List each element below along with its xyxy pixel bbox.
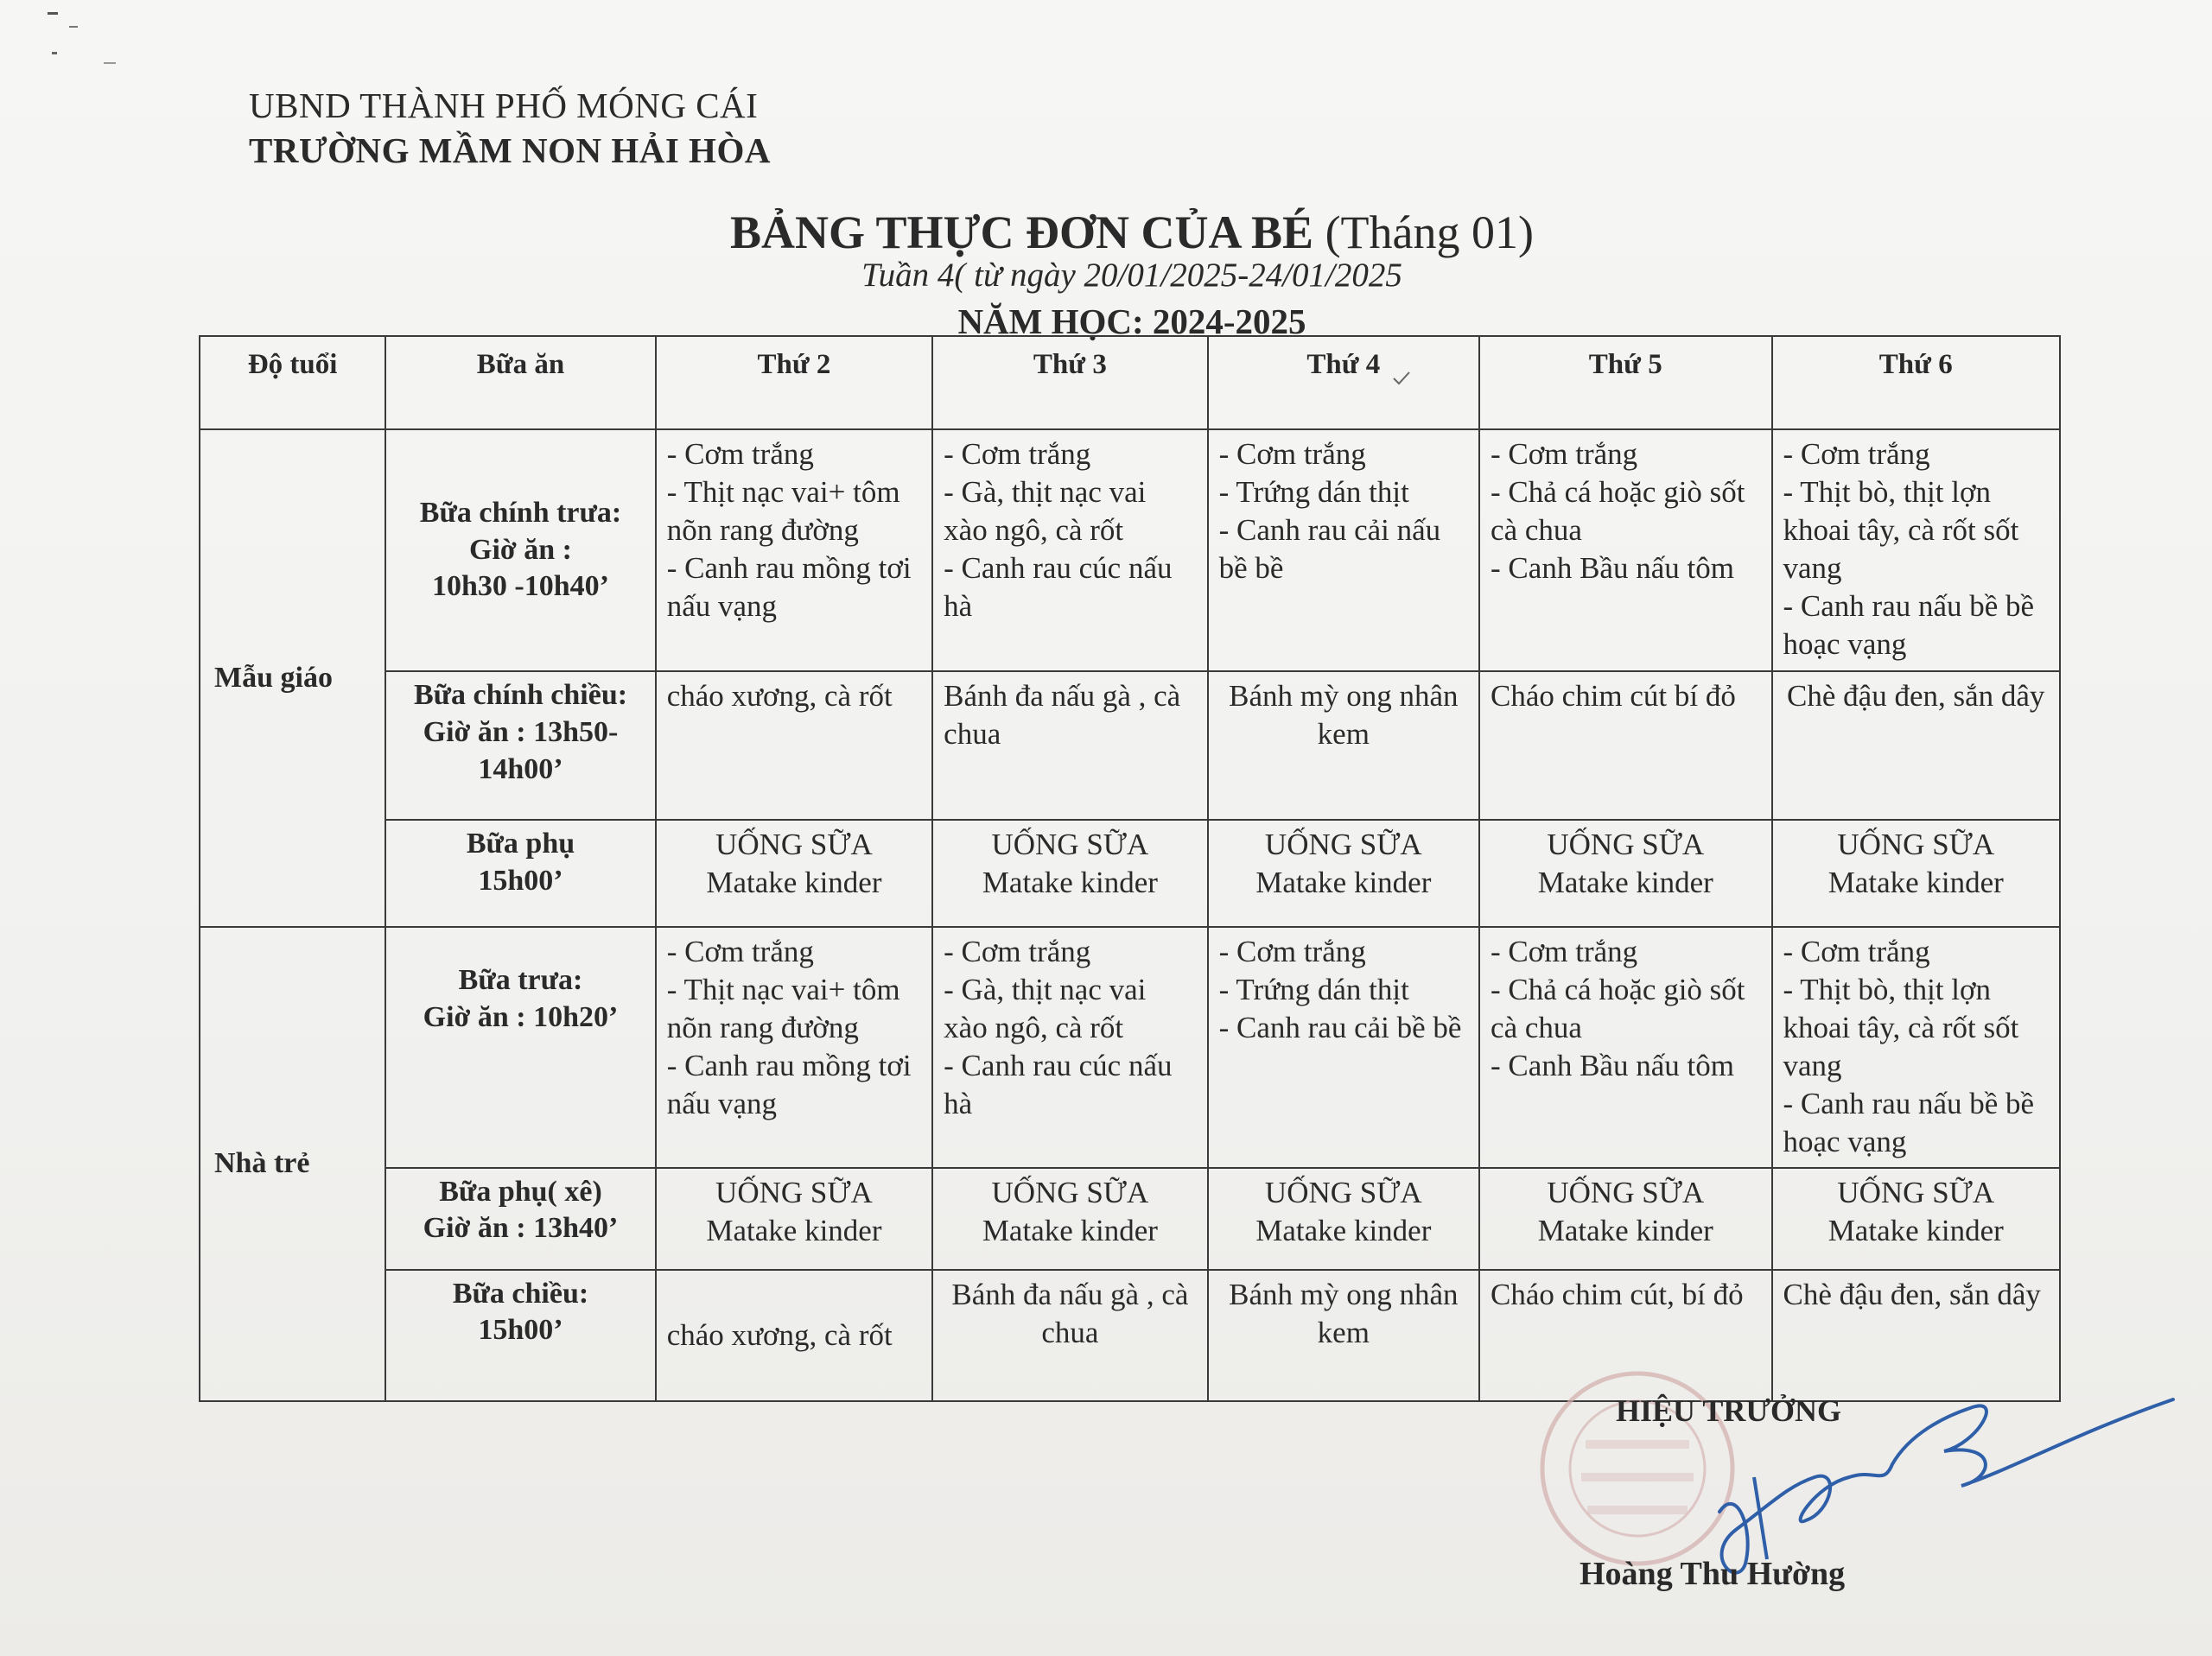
signer-title: HIỆU TRƯỞNG [1616,1393,1842,1428]
menu-item: - Thịt nạc vai+ tôm nõn rang đường [666,475,900,548]
menu-cell: Bánh mỳ ong nhân kem [1208,671,1479,820]
menu-item: - Cơm trắng [666,437,814,471]
menu-item: Matake kinder [1255,1213,1432,1247]
menu-item: - Cơm trắng [1218,437,1366,471]
menu-item: - Chả cá hoặc giò sốt cà chua [1491,475,1745,548]
org-line-district: UBND THÀNH PHỐ MÓNG CÁI [249,86,759,125]
menu-item: - Canh Bầu nấu tôm [1491,1049,1734,1083]
menu-cell: Bánh mỳ ong nhân kem [1208,1270,1479,1401]
table-row [200,927,2060,1168]
menu-item: UỐNG SỮA [715,1175,873,1209]
menu-item: - Chả cá hoặc giò sốt cà chua [1491,973,1745,1045]
menu-item: - Cơm trắng [1218,935,1366,968]
meal-line: Bữa chính chiều: [413,679,628,711]
menu-item: Matake kinder [1255,866,1432,900]
menu-item: UỐNG SỮA [1837,828,1995,861]
menu-cell [932,927,1207,1168]
menu-item: - Canh rau cúc nấu hà [944,1049,1173,1121]
header-mon: Thứ 2 [656,336,932,429]
header-thu: Thứ 5 [1479,336,1771,429]
menu-cell [1479,820,1771,927]
menu-cell [1208,1168,1479,1270]
header-wed: Thứ 4 [1208,336,1479,429]
menu-cell [1772,927,2061,1168]
menu-cell [656,927,932,1168]
menu-item: UỐNG SỮA [1264,828,1422,861]
table-row [200,1270,2060,1401]
menu-table [199,335,2061,1402]
meal-line: 15h00’ [478,1314,563,1347]
meal-line: Bữa chiều: [452,1277,589,1310]
meal-name [385,927,655,1168]
menu-cell [1772,820,2061,927]
meal-line: Giờ ăn : 10h20’ [423,1000,619,1033]
header-fri: Thứ 6 [1772,336,2061,429]
menu-cell: Chè đậu đen, sắn dây [1772,671,2061,820]
menu-cell: Cháo chim cút bí đỏ [1479,671,1771,820]
menu-cell [1208,927,1479,1168]
title-main: BẢNG THỰC ĐƠN CỦA BÉ [729,206,1314,258]
menu-item: UỐNG SỮA [1547,1175,1705,1209]
menu-item: UỐNG SỮA [991,828,1149,861]
menu-item: UỐNG SỮA [991,1175,1149,1209]
meal-line: Bữa trưa: [458,964,583,996]
menu-item: UỐNG SỮA [1547,828,1705,861]
menu-item: - Trứng dán thịt [1218,973,1409,1007]
header-age: Độ tuổi [200,336,385,429]
menu-cell [656,820,932,927]
menu-cell [1479,927,1771,1168]
menu-item: - Cơm trắng [1783,437,1930,471]
menu-cell [656,1168,932,1270]
meal-line: Giờ ăn : 13h40’ [423,1212,619,1245]
menu-cell [932,429,1207,671]
meal-name [385,1168,655,1270]
menu-item: Matake kinder [1827,866,2004,900]
table-row [200,1168,2060,1270]
menu-item: - Thịt nạc vai+ tôm nõn rang đường [666,973,900,1045]
menu-item: - Canh rau nấu bề bề hoạc vạng [1783,1087,2035,1159]
header-meal: Bữa ăn [385,336,655,429]
menu-item: UỐNG SỮA [715,828,873,861]
menu-item: - Cơm trắng [666,935,814,968]
table-row [200,671,2060,820]
meal-line: Giờ ăn : 13h50- [423,715,619,748]
menu-cell [1208,429,1479,671]
menu-item: - Cơm trắng [1491,935,1638,968]
meal-line: Giờ ăn : [469,533,572,566]
meal-line: 14h00’ [478,752,563,785]
menu-item: - Canh rau nấu bề bề hoạc vạng [1783,589,2035,662]
menu-item: - Gà, thịt nạc vai xào ngô, cà rốt [944,475,1147,548]
menu-item: - Thịt bò, thịt lợn khoai tây, cà rốt sốt vang [1783,973,2019,1083]
age-group-nha-tre: Nhà trẻ [200,927,385,1401]
menu-item: - Canh Bầu nấu tôm [1491,551,1734,586]
menu-cell: cháo xương, cà rốt [656,671,932,820]
menu-item: Matake kinder [1537,866,1713,900]
meal-line: Bữa chính trưa: [419,496,622,529]
week-range: Tuần 4( từ ngày 20/01/2025-24/01/2025 [861,257,1402,294]
menu-cell [1772,1168,2061,1270]
menu-cell: cháo xương, cà rốt [656,1270,932,1401]
menu-item: UỐNG SỮA [1837,1175,1995,1209]
menu-item: Matake kinder [982,866,1158,900]
meal-name [385,429,655,671]
menu-item: - Cơm trắng [1783,935,1930,968]
menu-cell: Cháo chim cút, bí đỏ [1479,1270,1771,1401]
meal-line: Bữa phụ [466,828,575,860]
menu-cell: Bánh đa nấu gà , cà chua [932,1270,1207,1401]
meal-name [385,671,655,820]
school-year: NĂM HỌC: 2024-2025 [957,301,1306,341]
title-month: (Tháng 01) [1313,206,1534,258]
age-group-mau-giao: Mẫu giáo [200,429,385,927]
signer-name: Hoàng Thu Hường [1580,1556,1846,1592]
menu-item: - Trứng dán thịt [1218,475,1409,510]
org-line-school: TRƯỜNG MẦM NON HẢI HÒA [249,130,771,170]
meal-line: Bữa phụ( xê) [439,1175,602,1208]
menu-item: Matake kinder [706,866,882,900]
meal-line: 15h00’ [478,864,563,897]
menu-item: Matake kinder [1827,1213,2004,1247]
menu-cell [1208,820,1479,927]
meal-name [385,1270,655,1401]
check-mark-icon [1391,370,1412,387]
menu-item: - Gà, thịt nạc vai xào ngô, cà rốt [944,973,1147,1045]
menu-item: - Canh rau cúc nấu hà [944,551,1173,624]
table-row [200,429,2060,671]
menu-item: - Canh rau cải nấu bề bề [1218,513,1441,586]
menu-item: - Thịt bò, thịt lợn khoai tây, cà rốt sốt vang [1783,475,2019,586]
menu-cell: Chè đậu đen, sắn dây [1772,1270,2061,1401]
menu-cell [1479,1168,1771,1270]
scan-specks [43,10,130,79]
menu-item: - Cơm trắng [944,935,1091,968]
header-tue: Thứ 3 [932,336,1207,429]
menu-cell [932,820,1207,927]
menu-item: - Cơm trắng [1491,437,1638,471]
menu-cell [1772,429,2061,671]
menu-item: - Cơm trắng [944,437,1091,471]
menu-cell [932,1168,1207,1270]
meal-line: 10h30 -10h40’ [432,570,609,603]
menu-cell [656,429,932,671]
menu-item: UỐNG SỮA [1264,1175,1422,1209]
table-row [200,820,2060,927]
menu-item: - Canh rau mồng tơi nấu vạng [666,1049,912,1121]
menu-item: Matake kinder [706,1213,882,1247]
menu-cell [1479,429,1771,671]
meal-name [385,820,655,927]
menu-cell: Bánh đa nấu gà , cà chua [932,671,1207,820]
menu-item: - Canh rau mồng tơi nấu vạng [666,551,912,624]
menu-item: - Canh rau cải bề bề [1218,1011,1462,1045]
table-header-row [200,336,2060,429]
menu-item: Matake kinder [1537,1213,1713,1247]
menu-item: Matake kinder [982,1213,1158,1247]
page-title [0,206,2212,259]
